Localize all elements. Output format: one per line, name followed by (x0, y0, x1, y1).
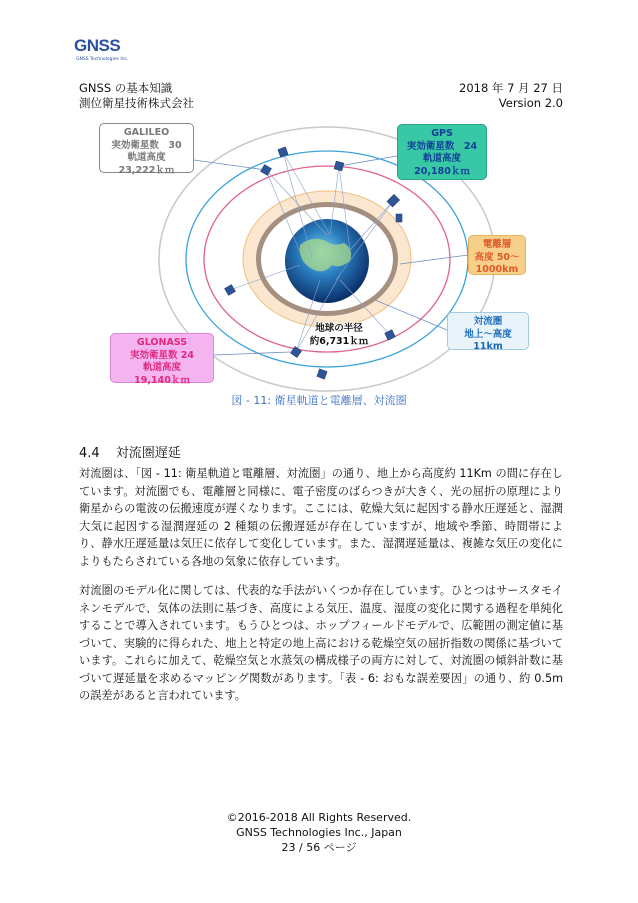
satellite-icon (396, 214, 402, 222)
logo-text: GNSS (74, 36, 121, 55)
footer-page: 23 / 56 ページ (281, 841, 357, 854)
earth-radius: 約6,731ｋｍ (309, 335, 369, 347)
section-heading (79, 442, 181, 461)
gps-alt-label: 軌道高度 (422, 153, 461, 164)
section-number: 4.4 (79, 446, 100, 461)
satellite-icon (334, 161, 344, 171)
ionosphere-label-box (468, 235, 526, 275)
galileo-label-box (99, 123, 194, 176)
glonass-alt: 19,140ｋｍ (134, 374, 190, 386)
gps-count: 実効衛星数 24 (406, 140, 478, 152)
satellite-icon (317, 369, 327, 379)
troposphere-upper: 11km (473, 341, 503, 352)
glonass-alt-label: 軌道高度 (142, 362, 181, 373)
paragraph: 対流圏は、「図 - 11: 衛星軌道と電離層、対流圏」の通り、地上から高度約 11Km の間に存在しています。対流圏でも、電離層と同様に、電子密度のばらつきが大きく、光の屈折の原理により衛星からの電波の伝搬速度が遅くなります。ここには、乾燥大気に起因する静水圧遅延と、湿潤大気に起因する湿潤遅延の 2 種類の伝搬遅延が存在していますが、地域や季節、時間帯により、静水圧遅延量は気圧に依存して変化しています。また、湿潤遅延量は、複雑な気圧の変化によりもたらされている各地の気象に依存しています。 (79, 467, 563, 568)
troposphere-label-box (447, 312, 529, 350)
paragraph: 対流圏のモデル化に関しては、代表的な手法がいくつか存在しています。ひとつはサースタモイネンモデルで、気体の法則に基づき、高度による気圧、温度、湿度の変化に関する過程を単純化することで導入されています。もうひとつは、ホップフィールドモデルで、広範囲の測定値に基づいて、実験的に得られた、地上と特定の地上高における乾燥空気の屈折指数の関係に基づいています。これらに加えて、乾燥空気と水蒸気の構成様子の両方に対して、対流圏の傾斜計数に基づいて遅延量を求めるマッピング関数があります。「表 - 6: おもな誤差要因」の通り、約 0.5m の誤差があると言われています。 (79, 584, 563, 702)
section-title: 対流圏遅延 (115, 446, 181, 461)
figure-caption: 図 - 11: 衛星軌道と電離層、対流圏 (231, 394, 407, 407)
doc-version: Version 2.0 (498, 96, 563, 110)
earth-radius-label (302, 323, 376, 348)
earth-label: 地球の半径 (315, 323, 363, 334)
footer-copyright: ©2016-2018 All Rights Reserved. (226, 811, 412, 824)
galileo-name: GALILEO (123, 127, 170, 138)
glonass-label-box (110, 333, 214, 386)
ionosphere-upper: 1000km (475, 264, 519, 275)
logo-subtext: GNSS Technologies Inc. (76, 57, 129, 62)
ionosphere-name: 電離層 (482, 239, 512, 250)
gps-alt: 20,180ｋｍ (414, 165, 470, 177)
doc-date: 2018 年 7 月 27 日 (459, 81, 563, 95)
company-name: 測位衛星技術株式会社 (79, 96, 194, 110)
troposphere-range: 地上～高度 (464, 328, 512, 340)
doc-title: GNSS の基本知識 (79, 81, 173, 95)
galileo-alt: 23,222ｋｍ (118, 164, 175, 176)
glonass-count: 実効衛星数 24 (129, 349, 195, 361)
ionosphere-range: 高度 50～ (474, 251, 520, 263)
glonass-name: GLONASS (136, 337, 188, 348)
satellite-icon (225, 285, 236, 296)
gps-name: GPS (431, 128, 453, 139)
galileo-count: 実効衛星数 30 (111, 139, 182, 151)
troposphere-name: 対流圏 (473, 316, 503, 327)
footer-company: GNSS Technologies Inc., Japan (236, 826, 402, 839)
galileo-alt-label: 軌道高度 (127, 152, 166, 163)
satellite-icon (387, 194, 400, 207)
gps-label-box (397, 124, 487, 180)
